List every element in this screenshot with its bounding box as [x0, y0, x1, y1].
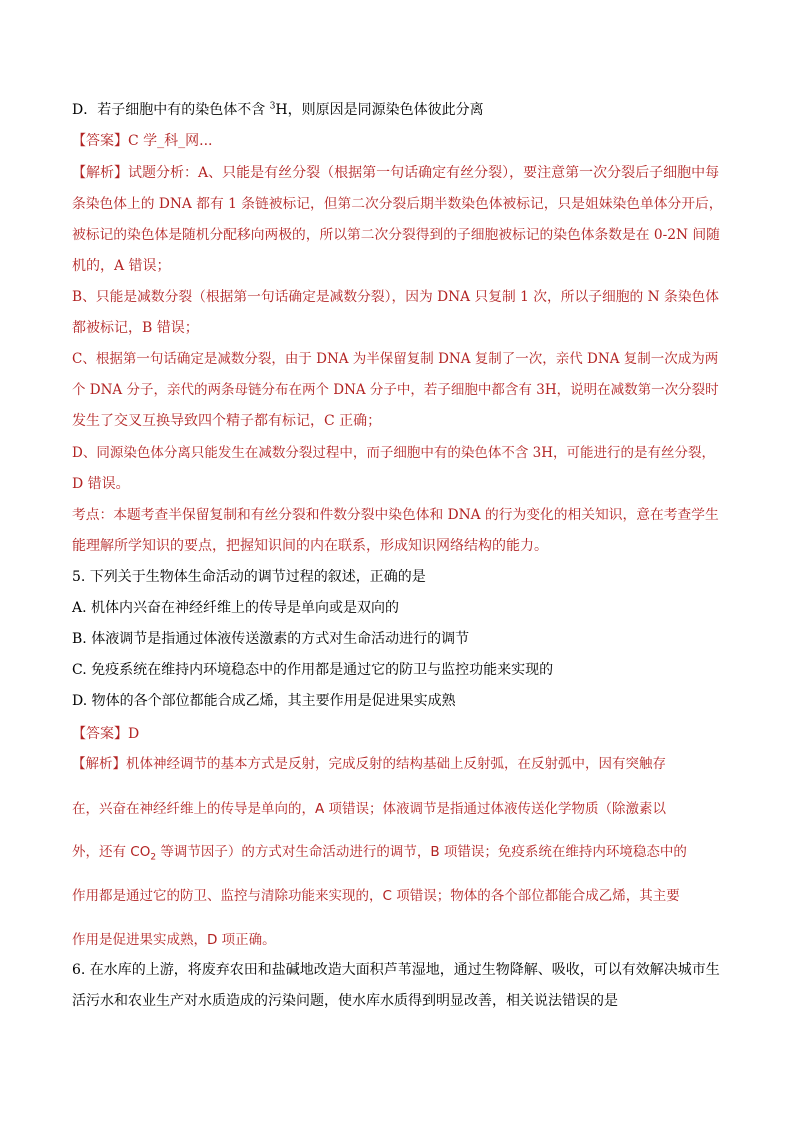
question-5-option-a: A. 机体内兴奋在神经纤维上的传导是单向或是双向的: [72, 600, 400, 616]
answer-value: C 学_科_网...: [128, 133, 213, 149]
explanation-5-line-3: [72, 842, 687, 862]
explanation-4-line-10: D、同源染色体分离只能发生在减数分裂过程中，而子细胞中有的染色体不含 3H，可能进行的是有丝分裂，: [72, 445, 715, 461]
answer-value: D: [128, 726, 140, 742]
question-5-option-d: D. 物体的各个部位都能合成乙烯，其主要作用是促进果实成熟: [72, 693, 456, 709]
text: 等调节因子）的方式对生命活动进行的调节，B 项错误；免疫系统在维持内环境稳态中的: [156, 844, 687, 860]
text: D．若子细胞中有的染色体不含: [72, 102, 270, 118]
explanation-4-line-1: [72, 163, 719, 183]
text: 外，还有 CO: [72, 844, 151, 860]
explanation-4-line-3: 被标记的染色体是随机分配移向两极的，所以第二次分裂得到的子细胞被标记的染色体条数是在 0-2N 间随: [72, 227, 720, 243]
knowledge-point-4-line-2: 能理解所学知识的要点，把握知识间的内在联系，形成知识网络结构的能力。: [72, 538, 548, 554]
question-4-option-d: [72, 100, 484, 120]
subscript: 2: [150, 852, 157, 863]
explanation-4-line-4: 机的，A 错误；: [72, 258, 171, 274]
question-5-stem: 5. 下列关于生物体生命活动的调节过程的叙述，正确的是: [72, 569, 426, 585]
explanation-4-line-5: B、只能是减数分裂（根据第一句话确定是减数分裂），因为 DNA 只复制 1 次，所以子细胞的 N 条染色体: [72, 289, 719, 305]
superscript: 3: [269, 101, 276, 112]
explanation-5-line-2: 在，兴奋在神经纤维上的传导是单向的，A 项错误；体液调节是指通过体液传送化学物质（除激素以: [72, 801, 667, 817]
explanation-4-line-11: D 错误。: [72, 476, 130, 492]
text: 试题分析：A、只能是有丝分裂（根据第一句话确定有丝分裂），要注意第一次分裂后子细胞中每: [128, 165, 720, 181]
question-5-option-b: B. 体液调节是指通过体液传送激素的方式对生命活动进行的调节: [72, 631, 470, 647]
question-6-line-2: 活污水和农业生产对水质造成的污染问题，使水库水质得到明显改善，相关说法错误的是: [72, 993, 618, 1009]
question-5-option-c: C. 免疫系统在维持内环境稳态中的作用都是通过它的防卫与监控功能来实现的: [72, 662, 554, 678]
answer-5: [72, 724, 139, 744]
knowledge-point-4-line-1: 考点：本题考查半保留复制和有丝分裂和件数分裂中染色体和 DNA 的行为变化的相关知识，意在考查学生: [72, 507, 719, 523]
answer-4: [72, 131, 213, 151]
text: 机体神经调节的基本方式是反射，完成反射的结构基础上反射弧，在反射弧中，因有突触存: [126, 756, 666, 772]
explanation-4-line-9: 发生了交叉互换导致四个精子都有标记，C 正确；: [72, 413, 382, 429]
explanation-4-line-8: 个 DNA 分子，亲代的两条母链分布在两个 DNA 分子中，若子细胞中都含有 3H，说明在减数第一次分裂时: [72, 382, 719, 398]
answer-label: 【答案】: [72, 133, 128, 149]
explanation-5-line-4: 作用都是通过它的防卫、监控与清除功能来实现的，C 项错误；物体的各个部位都能合成乙烯，其主要: [72, 888, 680, 904]
explanation-5-line-1: [72, 754, 666, 774]
explanation-4-line-6: 都被标记，B 错误；: [72, 320, 199, 336]
explanation-4-line-2: 条染色体上的 DNA 都有 1 条链被标记，但第二次分裂后期半数染色体被标记，只是姐妹染色单体分开后，: [72, 196, 723, 212]
explanation-5-line-5: 作用是促进果实成熟，D 项正确。: [72, 932, 276, 948]
question-6-line-1: 6. 在水库的上游，将废弃农田和盐碱地改造大面积芦苇湿地，通过生物降解、吸收，可以有效解决城市生: [72, 962, 720, 978]
answer-label: 【答案】: [72, 726, 128, 742]
explanation-label: 【解析】: [72, 756, 126, 772]
explanation-label: 【解析】: [72, 165, 128, 181]
text: H，则原因是同源染色体彼此分离: [275, 102, 484, 118]
explanation-4-line-7: C、根据第一句话确定是减数分裂，由于 DNA 为半保留复制 DNA 复制了一次，亲代 DNA 复制一次成为两: [72, 351, 719, 367]
